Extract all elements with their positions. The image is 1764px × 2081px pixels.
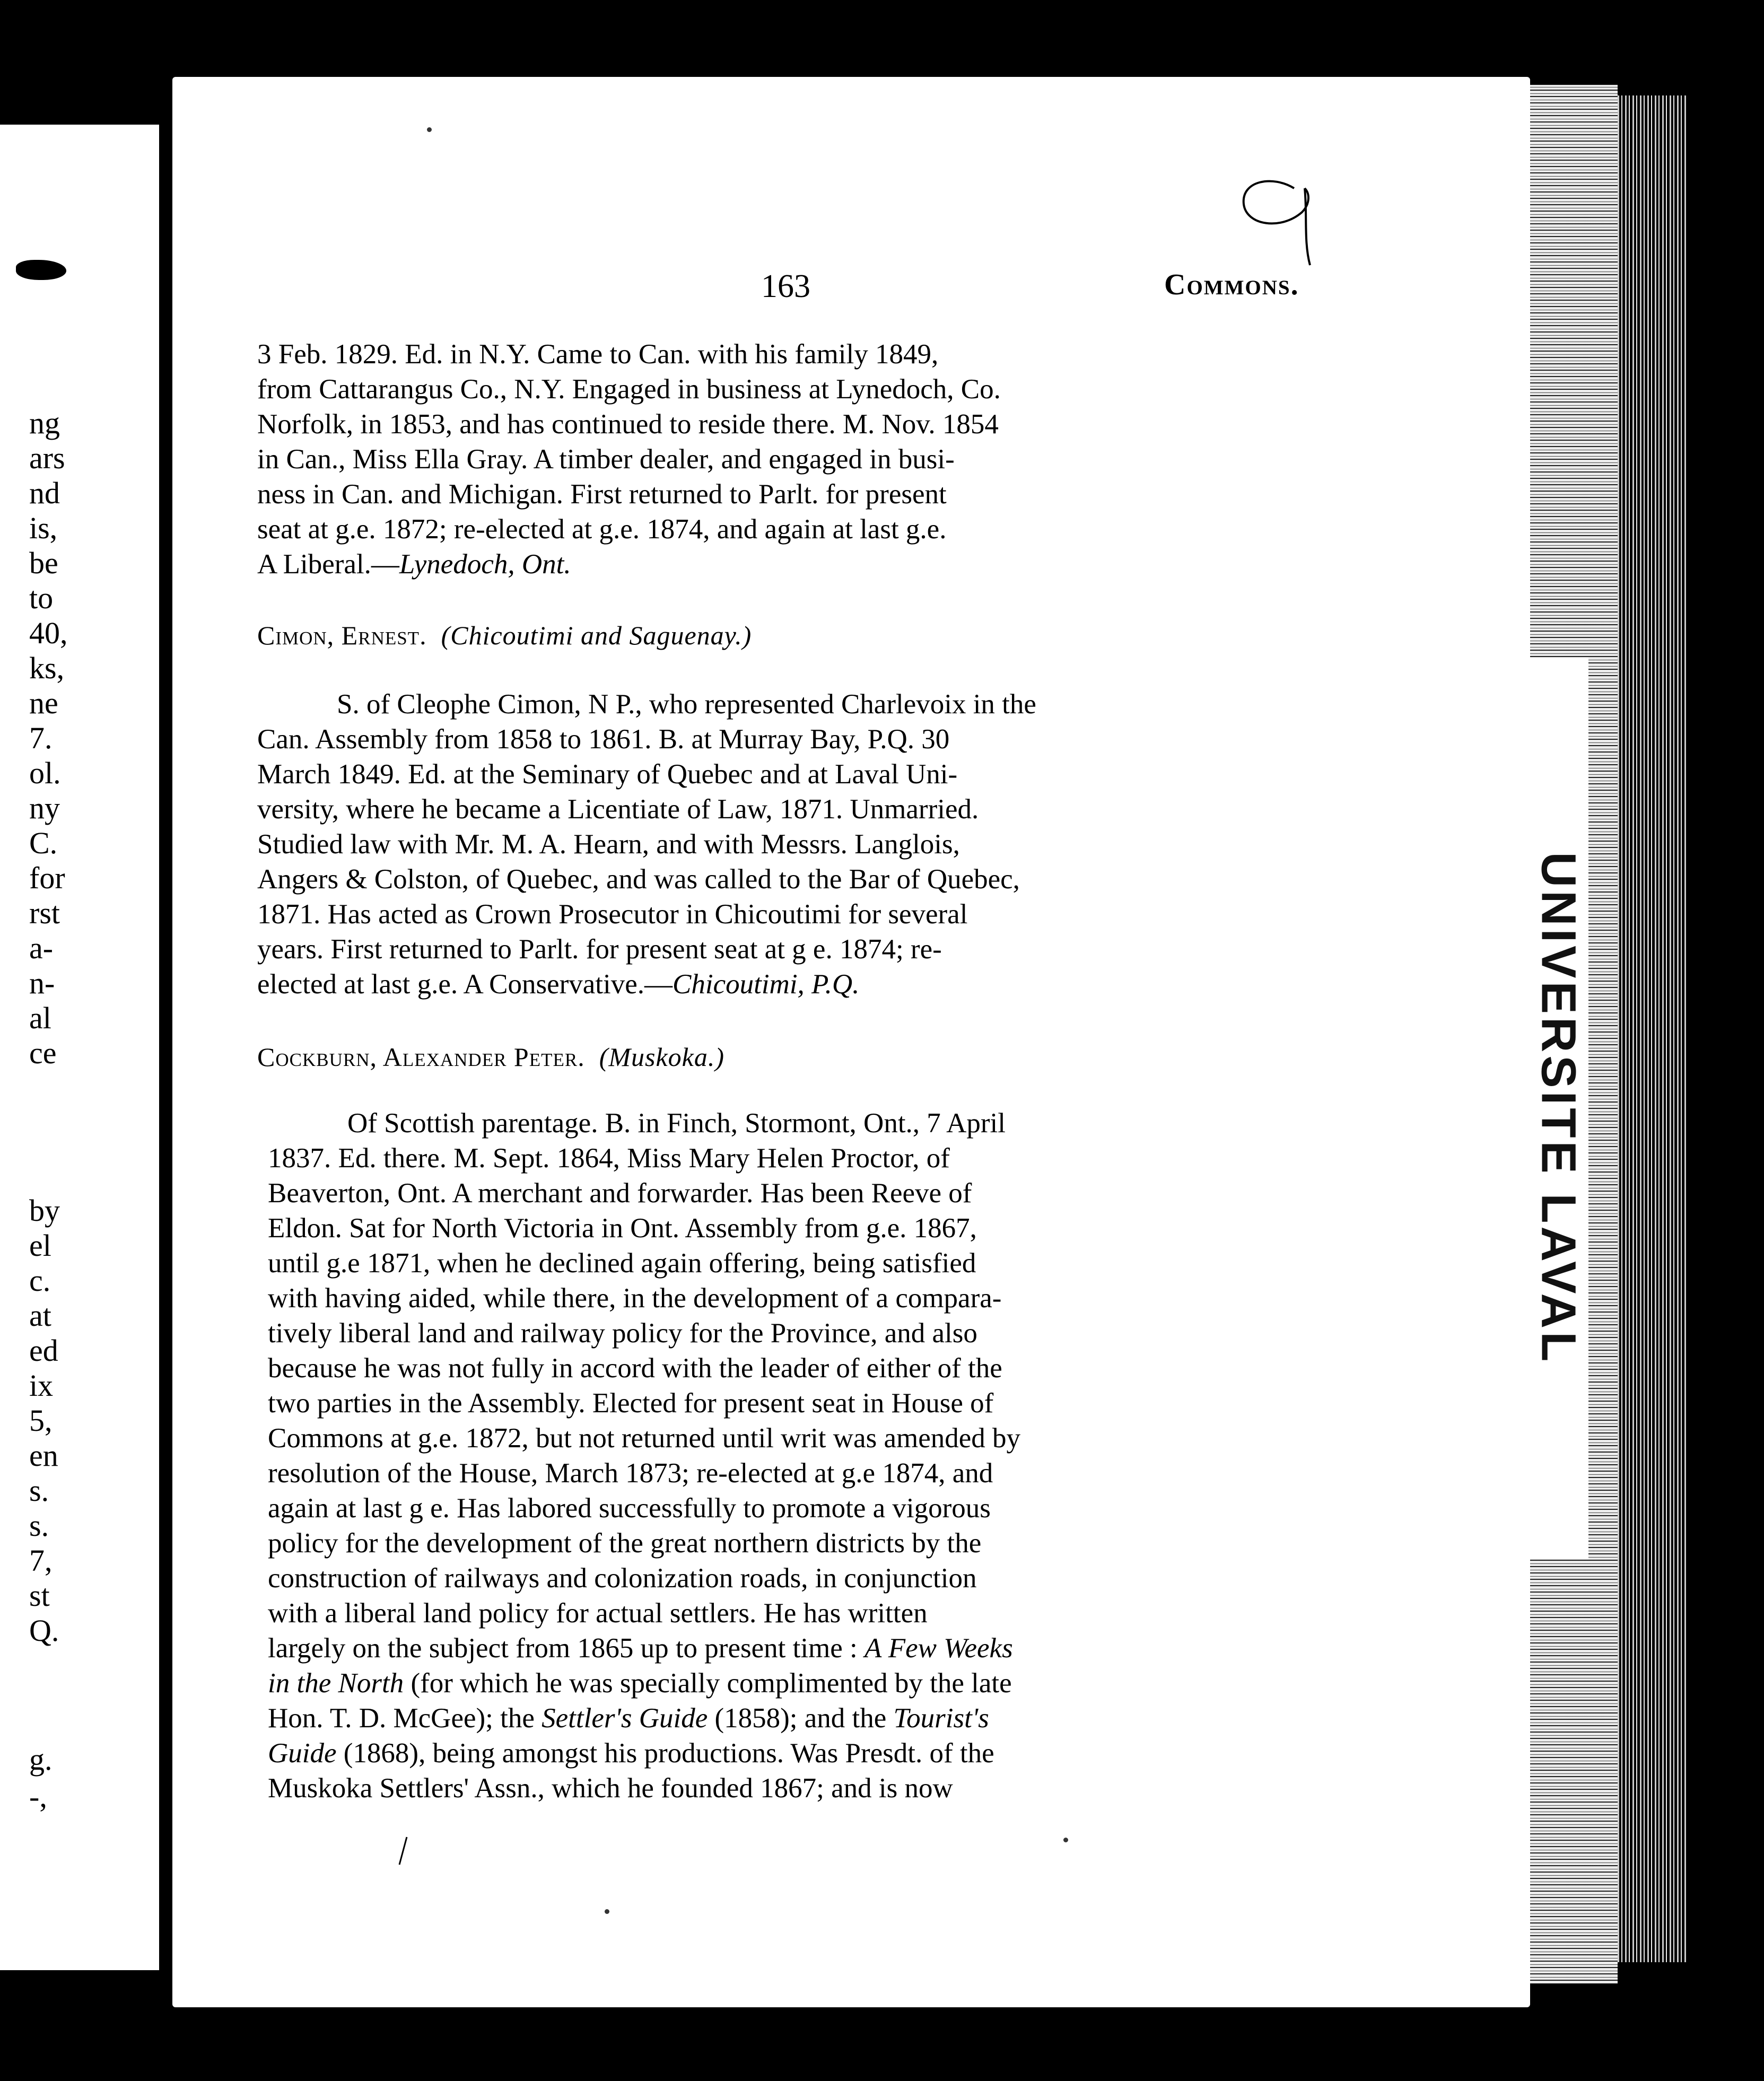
text-line: resolution of the House, March 1873; re-elected at g.e 1874, and <box>268 1458 993 1489</box>
adjacent-page-fragment: for <box>29 861 65 895</box>
adjacent-page-fragment: al <box>29 1001 51 1035</box>
text-line: Angers & Colston, of Quebec, and was called to the Bar of Quebec, <box>257 864 1020 895</box>
adjacent-page-fragment: ng <box>29 406 60 440</box>
text-line: ness in Can. and Michigan. First returned to Parlt. for present <box>257 479 947 510</box>
text-line: 1837. Ed. there. M. Sept. 1864, Miss Mary Helen Proctor, of <box>268 1143 950 1174</box>
adjacent-page-fragment: nd <box>29 476 60 510</box>
entry-cimon <box>257 687 1321 1002</box>
entry-heading-cimon <box>257 618 1321 653</box>
text-line: because he was not fully in accord with the leader of either of the <box>268 1353 1002 1384</box>
text-line: two parties in the Assembly. Elected for present seat in House of <box>268 1388 994 1419</box>
adjacent-page-fragment: c. <box>29 1263 51 1298</box>
entry-cockburn-line-19: Guide (1868), being amongst his productions. Was Presdt. of the <box>268 1738 994 1769</box>
entry-cockburn-line-16: largely on the subject from 1865 up to present time : A Few Weeks <box>268 1633 1013 1664</box>
adjacent-page-fragment: ny <box>29 791 60 825</box>
adjacent-page-fragment: st <box>29 1578 50 1613</box>
adjacent-page-fragment: be <box>29 546 58 580</box>
speck <box>605 1909 609 1914</box>
adjacent-page-fragment: -, <box>29 1779 47 1814</box>
text-line: with having aided, while there, in the development of a compara- <box>268 1283 1002 1314</box>
adjacent-page-fragment: rst <box>29 896 60 930</box>
adjacent-page-fragment: 7, <box>29 1543 53 1578</box>
adjacent-page-fragment: ne <box>29 686 58 720</box>
adjacent-page-fragment: is, <box>29 511 58 545</box>
constituency: (Chicoutimi and Saguenay.) <box>441 620 752 650</box>
running-head: Commons. <box>1164 268 1299 301</box>
text-line: with a liberal land policy for actual settlers. He has written <box>268 1598 928 1629</box>
entry-cimon-last-line: elected at last g.e. A Conservative.—Chicoutimi, P.Q. <box>257 969 860 1000</box>
text-line: Of Scottish parentage. B. in Finch, Stormont, Ont., 7 April <box>347 1108 1006 1139</box>
entry-continued-last-line: A Liberal.—Lynedoch, Ont. <box>257 549 571 580</box>
adjacent-page-fragment: C. <box>29 826 58 860</box>
adjacent-page-fragment: ed <box>29 1333 58 1368</box>
pencil-stroke <box>395 1835 411 1867</box>
adjacent-page-fragment: ce <box>29 1036 57 1070</box>
binding-edge <box>1618 95 1687 1962</box>
text-line: Commons at g.e. 1872, but not returned until writ was amended by <box>268 1423 1020 1454</box>
adjacent-page-fragment: g. <box>29 1742 53 1777</box>
library-stamp-label: UNIVERSITE LAVAL <box>1531 852 1585 1365</box>
text-line: years. First returned to Parlt. for present seat at g e. 1874; re- <box>257 934 942 965</box>
text-line: policy for the development of the great northern districts by the <box>268 1528 982 1559</box>
adjacent-page-fragment: ix <box>29 1368 54 1403</box>
text-line: in Can., Miss Ella Gray. A timber dealer, and engaged in busi- <box>257 444 955 475</box>
adjacent-page-strip <box>0 125 159 1970</box>
text-line: seat at g.e. 1872; re-elected at g.e. 1874, and again at last g.e. <box>257 514 947 545</box>
text-line: March 1849. Ed. at the Seminary of Quebec and at Laval Uni- <box>257 759 958 790</box>
entry-continued <box>257 337 1321 582</box>
residence: Lynedoch, Ont. <box>399 549 571 580</box>
entry-cockburn <box>268 1106 1321 1806</box>
adjacent-page-fragment: en <box>29 1438 58 1473</box>
entry-cockburn-line-17: in the North (for which he was specially complimented by the late <box>268 1668 1012 1699</box>
adjacent-page-fragment: 40, <box>29 616 68 650</box>
text-line: until g.e 1871, when he declined again offering, being satisfied <box>268 1248 976 1279</box>
adjacent-page-fragment: ars <box>29 441 65 475</box>
text-line: again at last g e. Has labored successfully to promote a vigorous <box>268 1493 991 1524</box>
text-line: Norfolk, in 1853, and has continued to reside there. M. Nov. 1854 <box>257 409 999 440</box>
adjacent-page-fragment: 7. <box>29 721 53 755</box>
text-line: Can. Assembly from 1858 to 1861. B. at Murray Bay, P.Q. 30 <box>257 724 950 755</box>
text-line: Beaverton, Ont. A merchant and forwarder. Has been Reeve of <box>268 1178 972 1209</box>
adjacent-page-fragment: ks, <box>29 651 65 685</box>
text-line: Eldon. Sat for North Victoria in Ont. Assembly from g.e. 1867, <box>268 1213 977 1244</box>
text-line: versity, where he became a Licentiate of Law, 1871. Unmarried. <box>257 794 979 825</box>
entry-cockburn-lines <box>268 1106 1321 1631</box>
entry-continued-lines <box>257 337 1321 547</box>
pencil-annotation <box>1230 172 1321 268</box>
adjacent-page-fragment: ol. <box>29 756 61 790</box>
text-line: Studied law with Mr. M. A. Hearn, and with Messrs. Langlois, <box>257 829 960 860</box>
speck <box>1063 1838 1068 1842</box>
adjacent-page-fragment: s. <box>29 1473 49 1508</box>
entry-cockburn-line-18: Hon. T. D. McGee); the Settler's Guide (1858); and the Tourist's <box>268 1703 989 1734</box>
text-line: 3 Feb. 1829. Ed. in N.Y. Came to Can. with his family 1849, <box>257 339 939 370</box>
member-name: Cimon, Ernest. <box>257 620 427 650</box>
adjacent-page-fragment: to <box>29 581 54 615</box>
constituency: (Muskoka.) <box>599 1042 725 1072</box>
adjacent-page-fragment: at <box>29 1298 51 1333</box>
text-line: 1871. Has acted as Crown Prosecutor in Chicoutimi for several <box>257 899 968 930</box>
text-line: from Cattarangus Co., N.Y. Engaged in business at Lynedoch, Co. <box>257 374 1001 405</box>
entry-heading-cockburn <box>257 1039 1321 1074</box>
adjacent-page-fragment: 5, <box>29 1403 53 1438</box>
library-stamp <box>1527 658 1588 1559</box>
page-number: 163 <box>761 268 810 304</box>
residence: Chicoutimi, P.Q. <box>673 969 860 1000</box>
text-line: construction of railways and colonization roads, in conjunction <box>268 1563 977 1594</box>
adjacent-page-fragment: by <box>29 1193 60 1228</box>
entry-cimon-lines <box>257 687 1321 967</box>
adjacent-page-fragment: el <box>29 1228 51 1263</box>
speck <box>427 127 432 132</box>
entry-cockburn-line-20: Muskoka Settlers' Assn., which he founded 1867; and is now <box>268 1773 953 1804</box>
text-line: tively liberal land and railway policy for the Province, and also <box>268 1318 977 1349</box>
adjacent-page-fragment: s. <box>29 1508 49 1543</box>
adjacent-page-fragment: n- <box>29 966 55 1000</box>
member-name: Cockburn, Alexander Peter. <box>257 1042 585 1072</box>
adjacent-page-fragment: Q. <box>29 1613 59 1648</box>
text-line: S. of Cleophe Cimon, N P., who represented Charlevoix in the <box>337 689 1036 720</box>
adjacent-page-fragment: a- <box>29 931 54 965</box>
ink-blot <box>16 260 66 280</box>
